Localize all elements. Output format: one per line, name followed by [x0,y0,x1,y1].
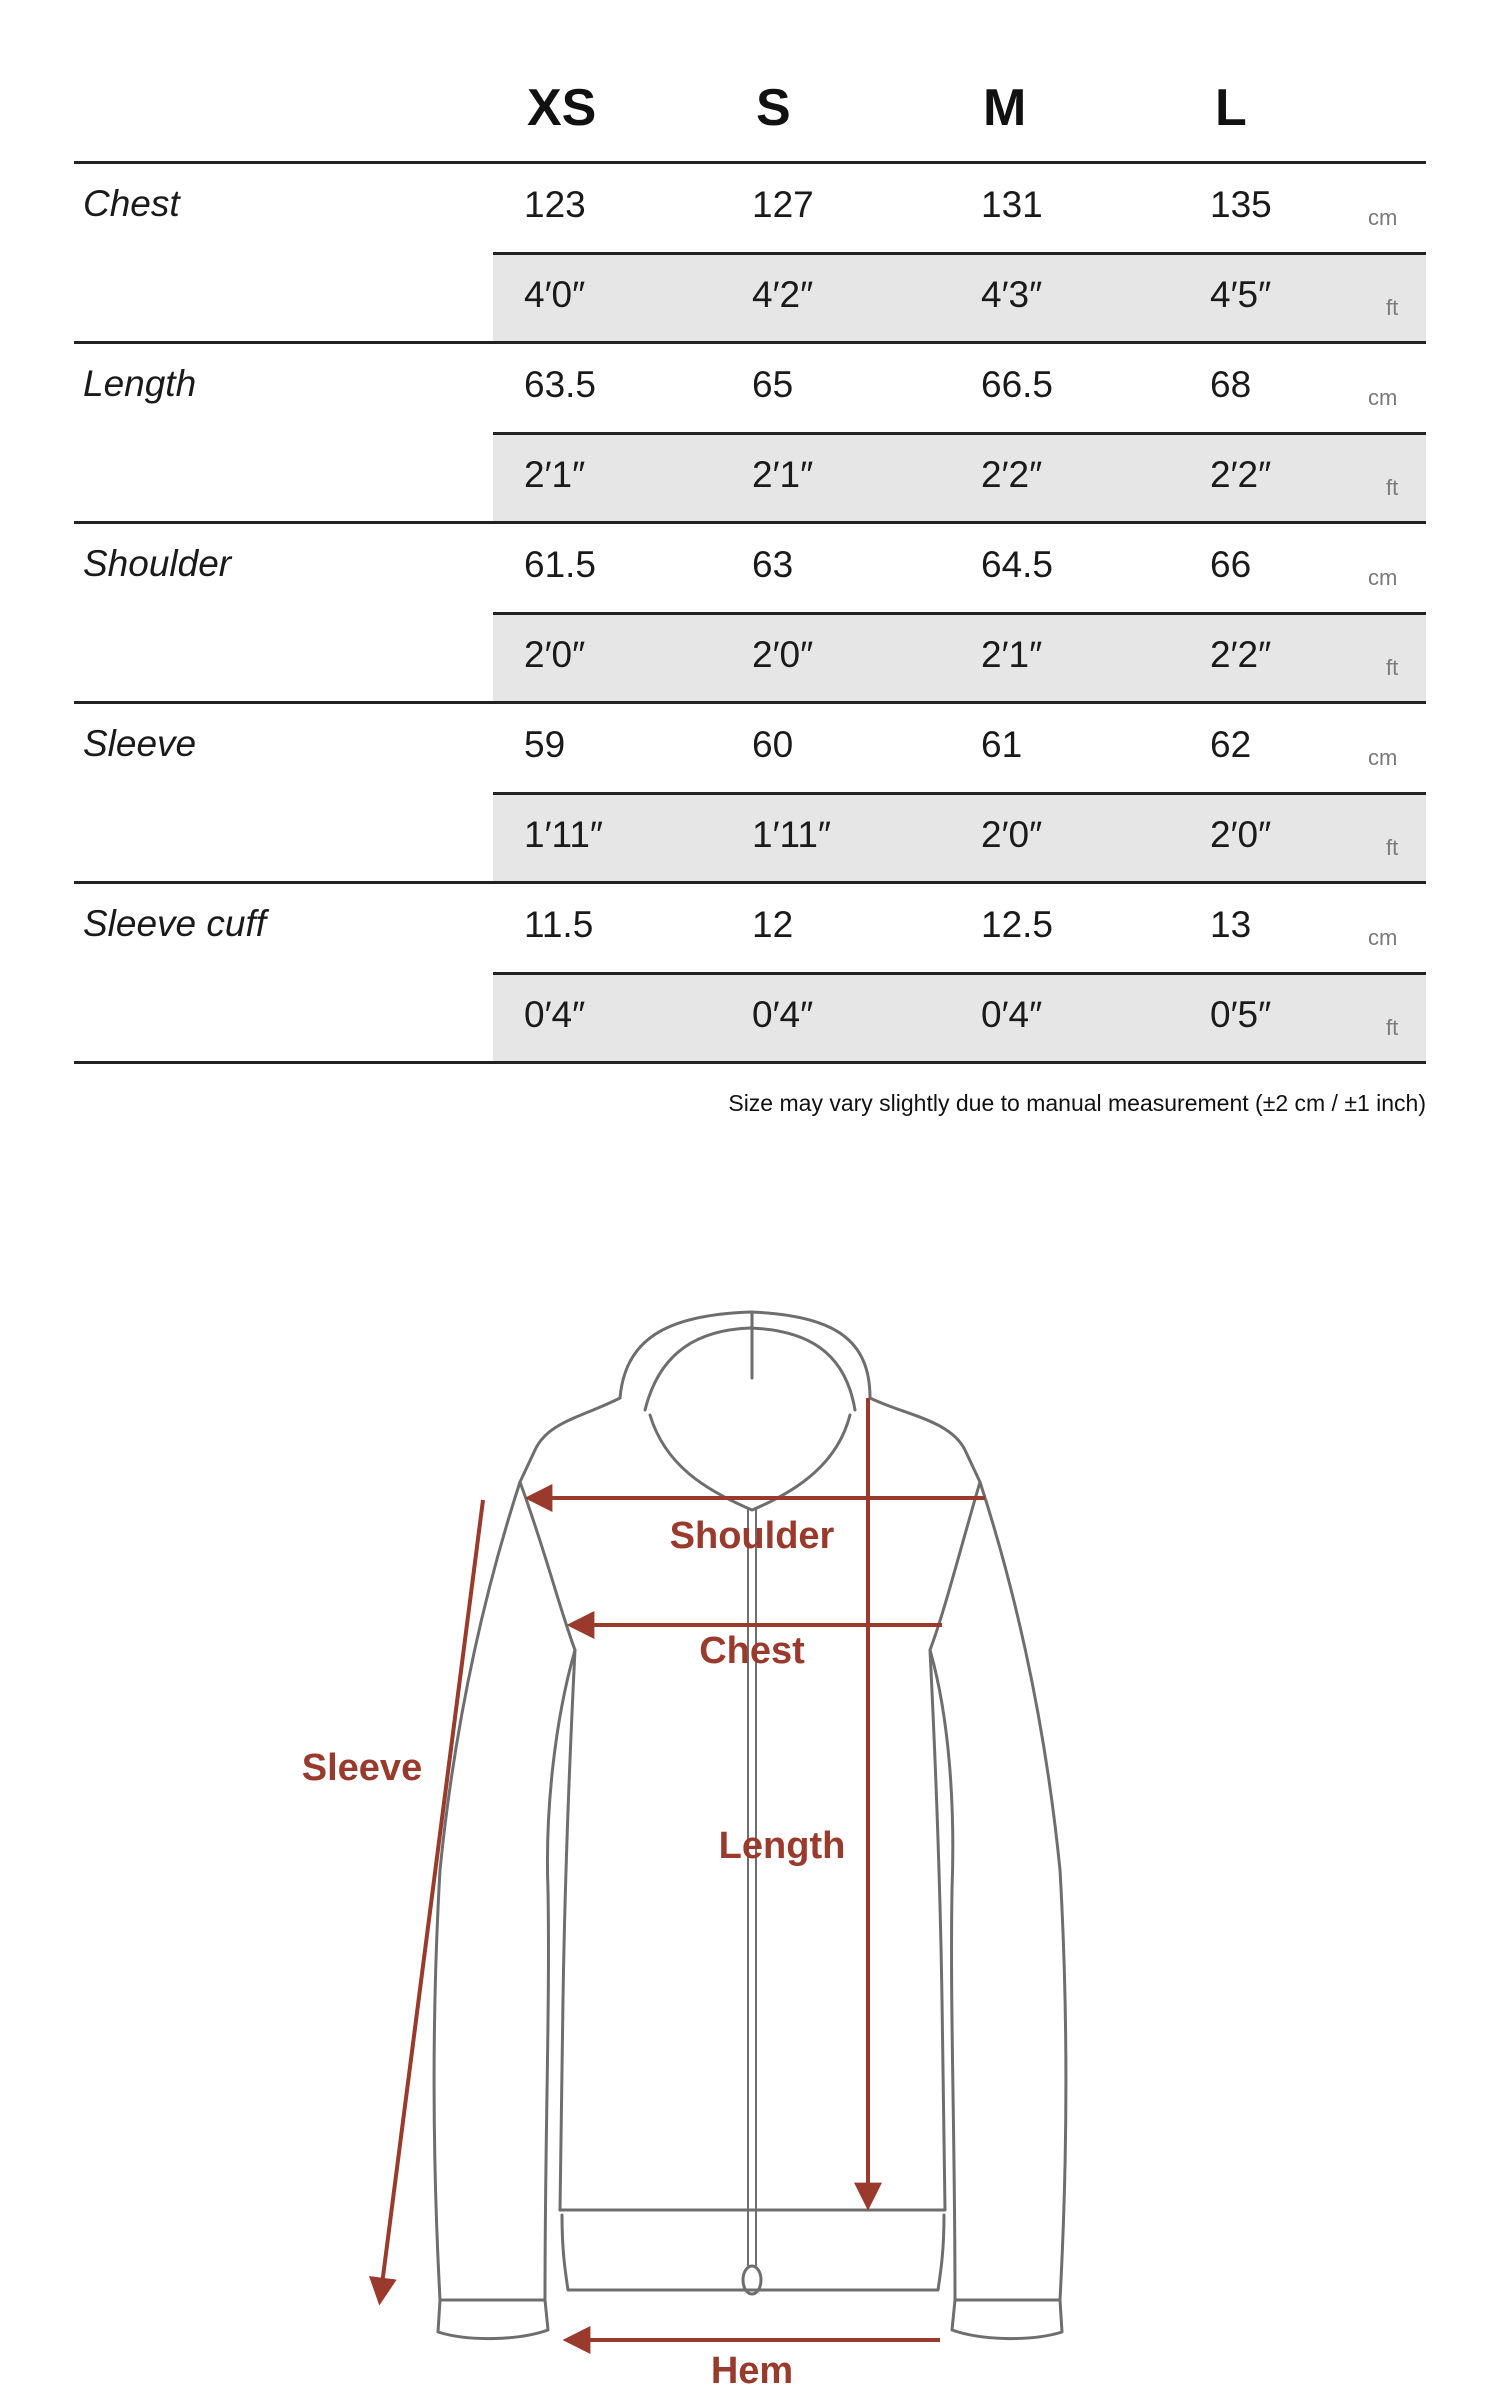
value-ft: 2′0″ [752,634,814,675]
value-cm: 131 [981,184,1043,225]
value-cm: 12.5 [981,904,1054,945]
value-cm: 63.5 [524,364,597,405]
value-cm: 123 [524,184,586,225]
value-cm: 66 [1210,544,1252,585]
value-ft: 2′1″ [524,454,586,495]
sub-divider [493,612,1426,615]
value-ft: 4′0″ [524,274,586,315]
length-label: Length [718,1825,846,1867]
value-cm: 65 [752,364,794,405]
measurement-label-chest: Chest [83,183,180,224]
value-ft: 4′5″ [1210,274,1272,315]
unit-ft: ft [1386,295,1399,320]
sub-divider [493,792,1426,795]
measurement-label-sleeve: Sleeve [83,723,197,764]
unit-ft: ft [1386,1015,1399,1040]
measurement-label-sleeve-cuff: Sleeve cuff [83,903,267,944]
value-cm: 62 [1210,724,1252,765]
value-ft: 2′0″ [524,634,586,675]
row-divider [74,881,1426,884]
shaded-ft-row [493,435,1426,523]
size-header-m: M [983,79,1027,137]
value-ft: 2′2″ [1210,454,1272,495]
shaded-ft-row [493,615,1426,703]
value-ft: 4′3″ [981,274,1043,315]
size-header-xs: XS [527,79,597,137]
size-header-s: S [756,79,791,137]
measurement-label-length: Length [83,363,197,404]
row-divider [74,701,1426,704]
row-divider [74,341,1426,344]
value-ft: 0′4″ [981,994,1043,1035]
unit-cm: cm [1368,205,1398,230]
chest-label: Chest [699,1630,805,1672]
value-ft: 0′5″ [1210,994,1272,1035]
value-ft: 2′0″ [1210,814,1272,855]
shaded-ft-row [493,795,1426,883]
value-ft: 2′2″ [981,454,1043,495]
shoulder-label: Shoulder [669,1515,835,1557]
hem-label: Hem [710,2350,794,2392]
value-cm: 64.5 [981,544,1054,585]
value-cm: 127 [752,184,814,225]
value-ft: 0′4″ [524,994,586,1035]
value-cm: 63 [752,544,794,585]
row-divider [74,521,1426,524]
value-cm: 60 [752,724,794,765]
value-cm: 12 [752,904,794,945]
sleeve-label: Sleeve [301,1747,423,1789]
value-cm: 61 [981,724,1023,765]
unit-ft: ft [1386,835,1399,860]
sub-divider [493,432,1426,435]
value-cm: 68 [1210,364,1252,405]
unit-cm: cm [1368,745,1398,770]
hoodie-measurement-diagram [0,1250,1500,2392]
value-ft: 2′1″ [981,634,1043,675]
unit-cm: cm [1368,925,1398,950]
value-ft: 2′2″ [1210,634,1272,675]
sleeve-arrow [380,1500,483,2300]
value-ft: 4′2″ [752,274,814,315]
value-ft: 1′11″ [752,814,832,855]
header-divider [74,161,1426,164]
value-ft: 1′11″ [524,814,604,855]
size-header-l: L [1215,79,1247,137]
value-cm: 11.5 [524,904,594,945]
value-cm: 61.5 [524,544,597,585]
value-cm: 66.5 [981,364,1054,405]
shaded-ft-row [493,255,1426,343]
row-divider [74,1061,1426,1064]
value-cm: 135 [1210,184,1272,225]
sub-divider [493,252,1426,255]
shaded-ft-row [493,975,1426,1063]
measurement-label-shoulder: Shoulder [83,543,232,584]
value-cm: 13 [1210,904,1252,945]
value-ft: 2′1″ [752,454,814,495]
sub-divider [493,972,1426,975]
measurement-note: Size may vary slightly due to manual measurement (±2 cm / ±1 inch) [728,1090,1426,1116]
unit-cm: cm [1368,385,1398,410]
value-ft: 2′0″ [981,814,1043,855]
value-ft: 0′4″ [752,994,814,1035]
unit-ft: ft [1386,475,1399,500]
value-cm: 59 [524,724,566,765]
unit-ft: ft [1386,655,1399,680]
unit-cm: cm [1368,565,1398,590]
